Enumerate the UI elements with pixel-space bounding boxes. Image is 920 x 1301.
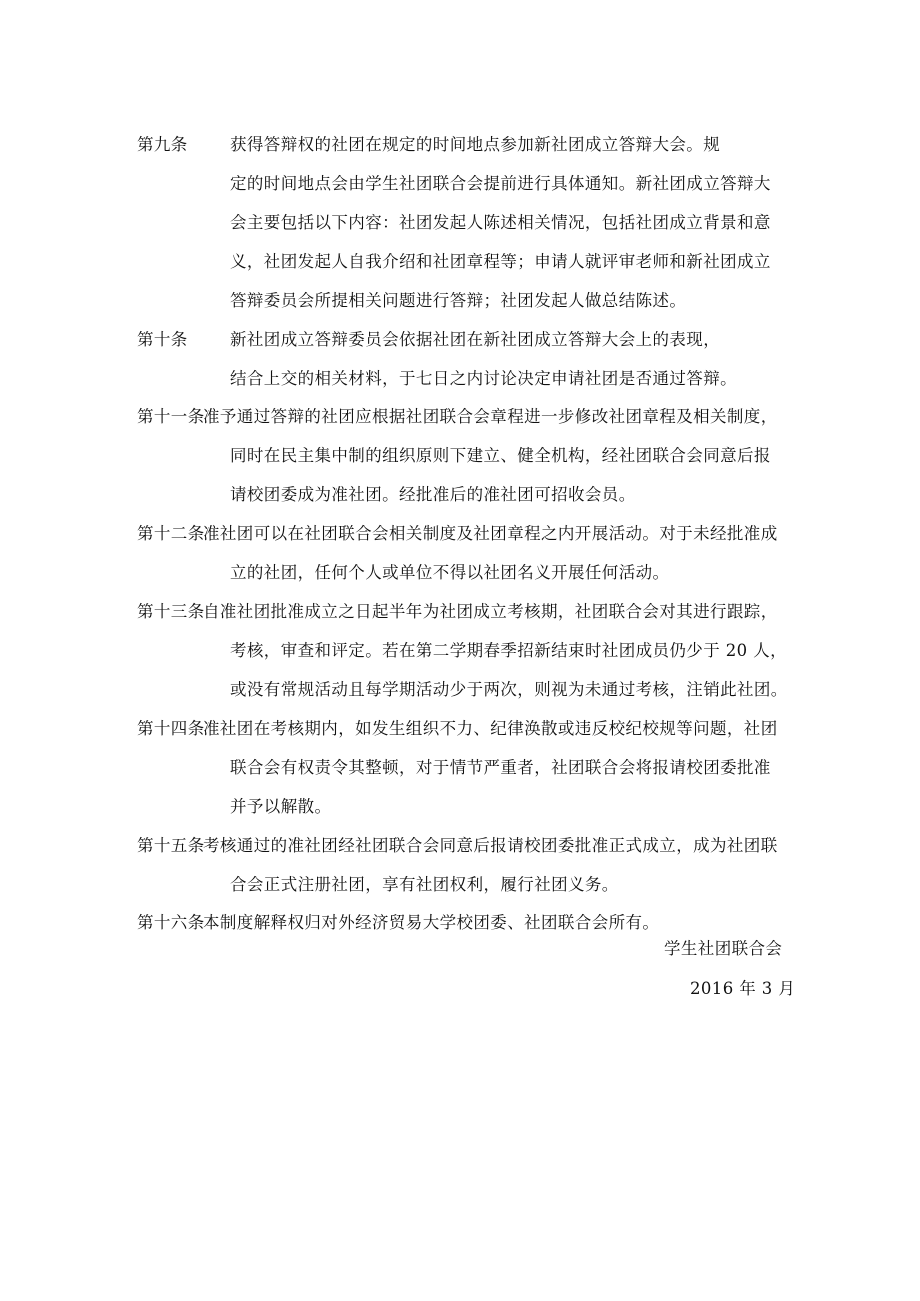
article-label: 第十一条 <box>137 407 205 426</box>
article-text-line: 或没有常规活动且每学期活动少于两次，则视为未通过考核，注销此社团。 <box>230 680 788 699</box>
article-text-line: 义，社团发起人自我介绍和社团章程等；申请人就评审老师和新社团成立 <box>230 252 771 271</box>
article-text-line: 自准社团批准成立之日起半年为社团成立考核期，社团联合会对其进行跟踪， <box>203 602 778 621</box>
article-text-line: 准予通过答辩的社团应根据社团联合会章程进一步修改社团章程及相关制度， <box>203 407 778 426</box>
article-text-line: 准社团可以在社团联合会相关制度及社团章程之内开展活动。对于未经批准成 <box>203 524 778 543</box>
article-text-line: 考核通过的准社团经社团联合会同意后报请校团委批准正式成立，成为社团联 <box>203 836 778 855</box>
article-label: 第十二条 <box>137 524 205 543</box>
article-text-line: 立的社团，任何个人或单位不得以社团名义开展任何活动。 <box>230 563 670 582</box>
article-label: 第十四条 <box>137 719 205 738</box>
article-label: 第十六条 <box>137 913 205 932</box>
article-text-line: 获得答辩权的社团在规定的时间地点参加新社团成立答辩大会。规 <box>230 135 721 154</box>
article-label: 第九条 <box>137 135 188 154</box>
signature-date: 2016 年 3 月 <box>690 979 796 998</box>
article-label: 第十三条 <box>137 602 205 621</box>
article-text-line: 准社团在考核期内，如发生组织不力、纪律涣散或违反校纪校规等问题，社团 <box>203 719 778 738</box>
article-text-line: 并予以解散。 <box>230 797 332 816</box>
article-text-line: 答辩委员会所提相关问题进行答辩；社团发起人做总结陈述。 <box>230 291 687 310</box>
article-text-line: 同时在民主集中制的组织原则下建立、健全机构，经社团联合会同意后报 <box>230 446 771 465</box>
article-label: 第十五条 <box>137 836 205 855</box>
article-text-line: 本制度解释权归对外经济贸易大学校团委、社团联合会所有。 <box>203 913 660 932</box>
article-text-line: 定的时间地点会由学生社团联合会提前进行具体通知。新社团成立答辩大 <box>230 174 771 193</box>
article-text-line: 请校团委成为准社团。经批准后的准社团可招收会员。 <box>230 485 636 504</box>
article-text-line: 会主要包括以下内容：社团发起人陈述相关情况，包括社团成立背景和意 <box>230 213 771 232</box>
article-text-line: 考核，审查和评定。若在第二学期春季招新结束时社团成员仍少于 20 人， <box>230 641 787 660</box>
article-text-line: 联合会有权责令其整顿，对于情节严重者，社团联合会将报请校团委批准 <box>230 758 771 777</box>
signature-organization: 学生社团联合会 <box>664 939 783 958</box>
article-text-line: 新社团成立答辩委员会依据社团在新社团成立答辩大会上的表现， <box>230 330 721 349</box>
article-label: 第十条 <box>137 330 188 349</box>
article-text-line: 合会正式注册社团，享有社团权利，履行社团义务。 <box>230 875 619 894</box>
article-text-line: 结合上交的相关材料，于七日之内讨论决定申请社团是否通过答辩。 <box>230 369 737 388</box>
